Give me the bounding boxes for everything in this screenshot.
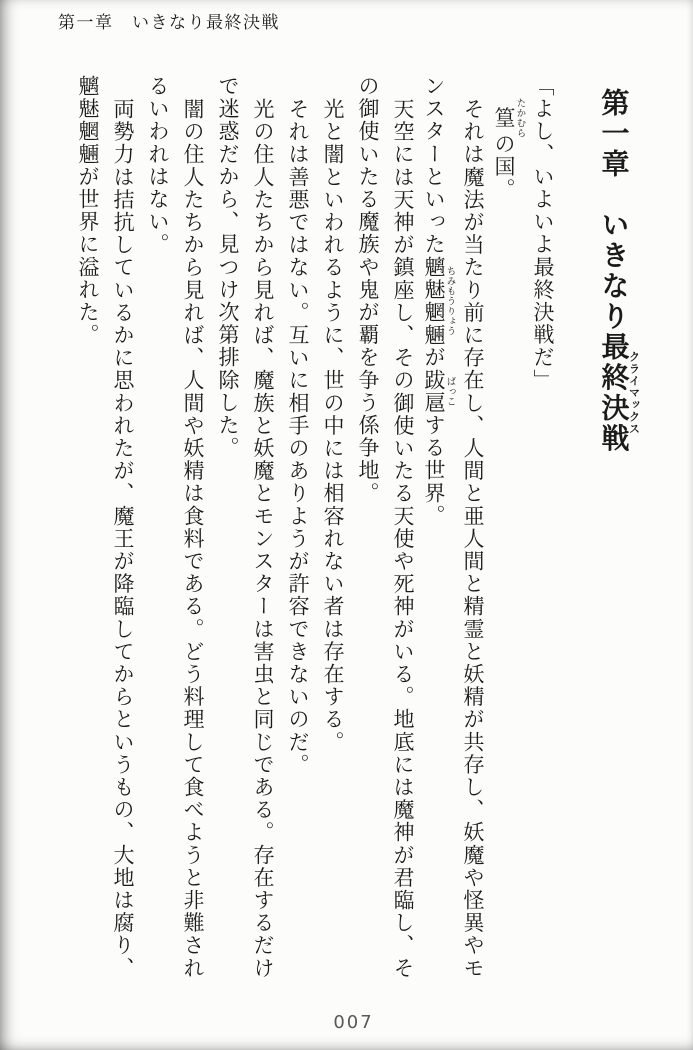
ruby-annotated-text: 魑魅魍魎ちみもうりょう [422,255,456,347]
ruby-annotated-text: 最終決戦クライマックス [597,332,641,454]
body-columns [70,75,560,980]
running-header: 第一章 いきなり最終決戦 [58,13,280,33]
text-column: 篁たかむらの国。 [492,97,526,201]
text-column: 魑魅魍魎が世界に溢れた。 [76,75,100,347]
page-number: 007 [333,1012,374,1033]
text-column: ンスターといった魑魅魍魎ちみもうりょうが跋扈ばっこする世界。 [422,75,456,528]
chapter-title: 第一章 いきなり最終決戦クライマックス [597,88,641,454]
ruby-annotated-text: 跋扈ばっこ [422,368,456,415]
text-column: の御使いたる魔族や鬼が覇を争う係争地。 [356,75,380,505]
text-column: 天空には天神が鎮座し、その御使いたる天使や死神がいる。地底には魔神が君臨し、そ [391,97,415,979]
text-column: 闇の住人たちから見れば、人間や妖精は食料である。どう料理して食べようと非難され [181,97,205,979]
text-column: それは善悪ではない。互いに相手のありようが許容できないのだ。 [286,97,310,776]
text-column: 「よし、いよいよ最終決戦だ」 [531,75,555,392]
text-column: 光の住人たちから見れば、魔族と妖魔とモンスターは害虫と同じである。存在するだけ [251,97,275,979]
text-column: で迷惑だから、見つけ次第排除した。 [216,75,240,460]
text-column: 光と闇といわれるように、世の中には相容れない者は存在する。 [321,97,345,753]
ruby-annotated-text: 篁たかむら [492,97,526,138]
text-area [70,75,640,980]
text-column: それは魔法が当たり前に存在し、人間と亜人間と精霊と妖精が共存し、妖魔や怪異やモ [461,97,485,979]
text-column: るいわれはない。 [146,75,170,256]
text-column: 両勢力は拮抗しているかに思われたが、魔王が降臨してからというもの、大地は腐り、 [111,97,135,979]
